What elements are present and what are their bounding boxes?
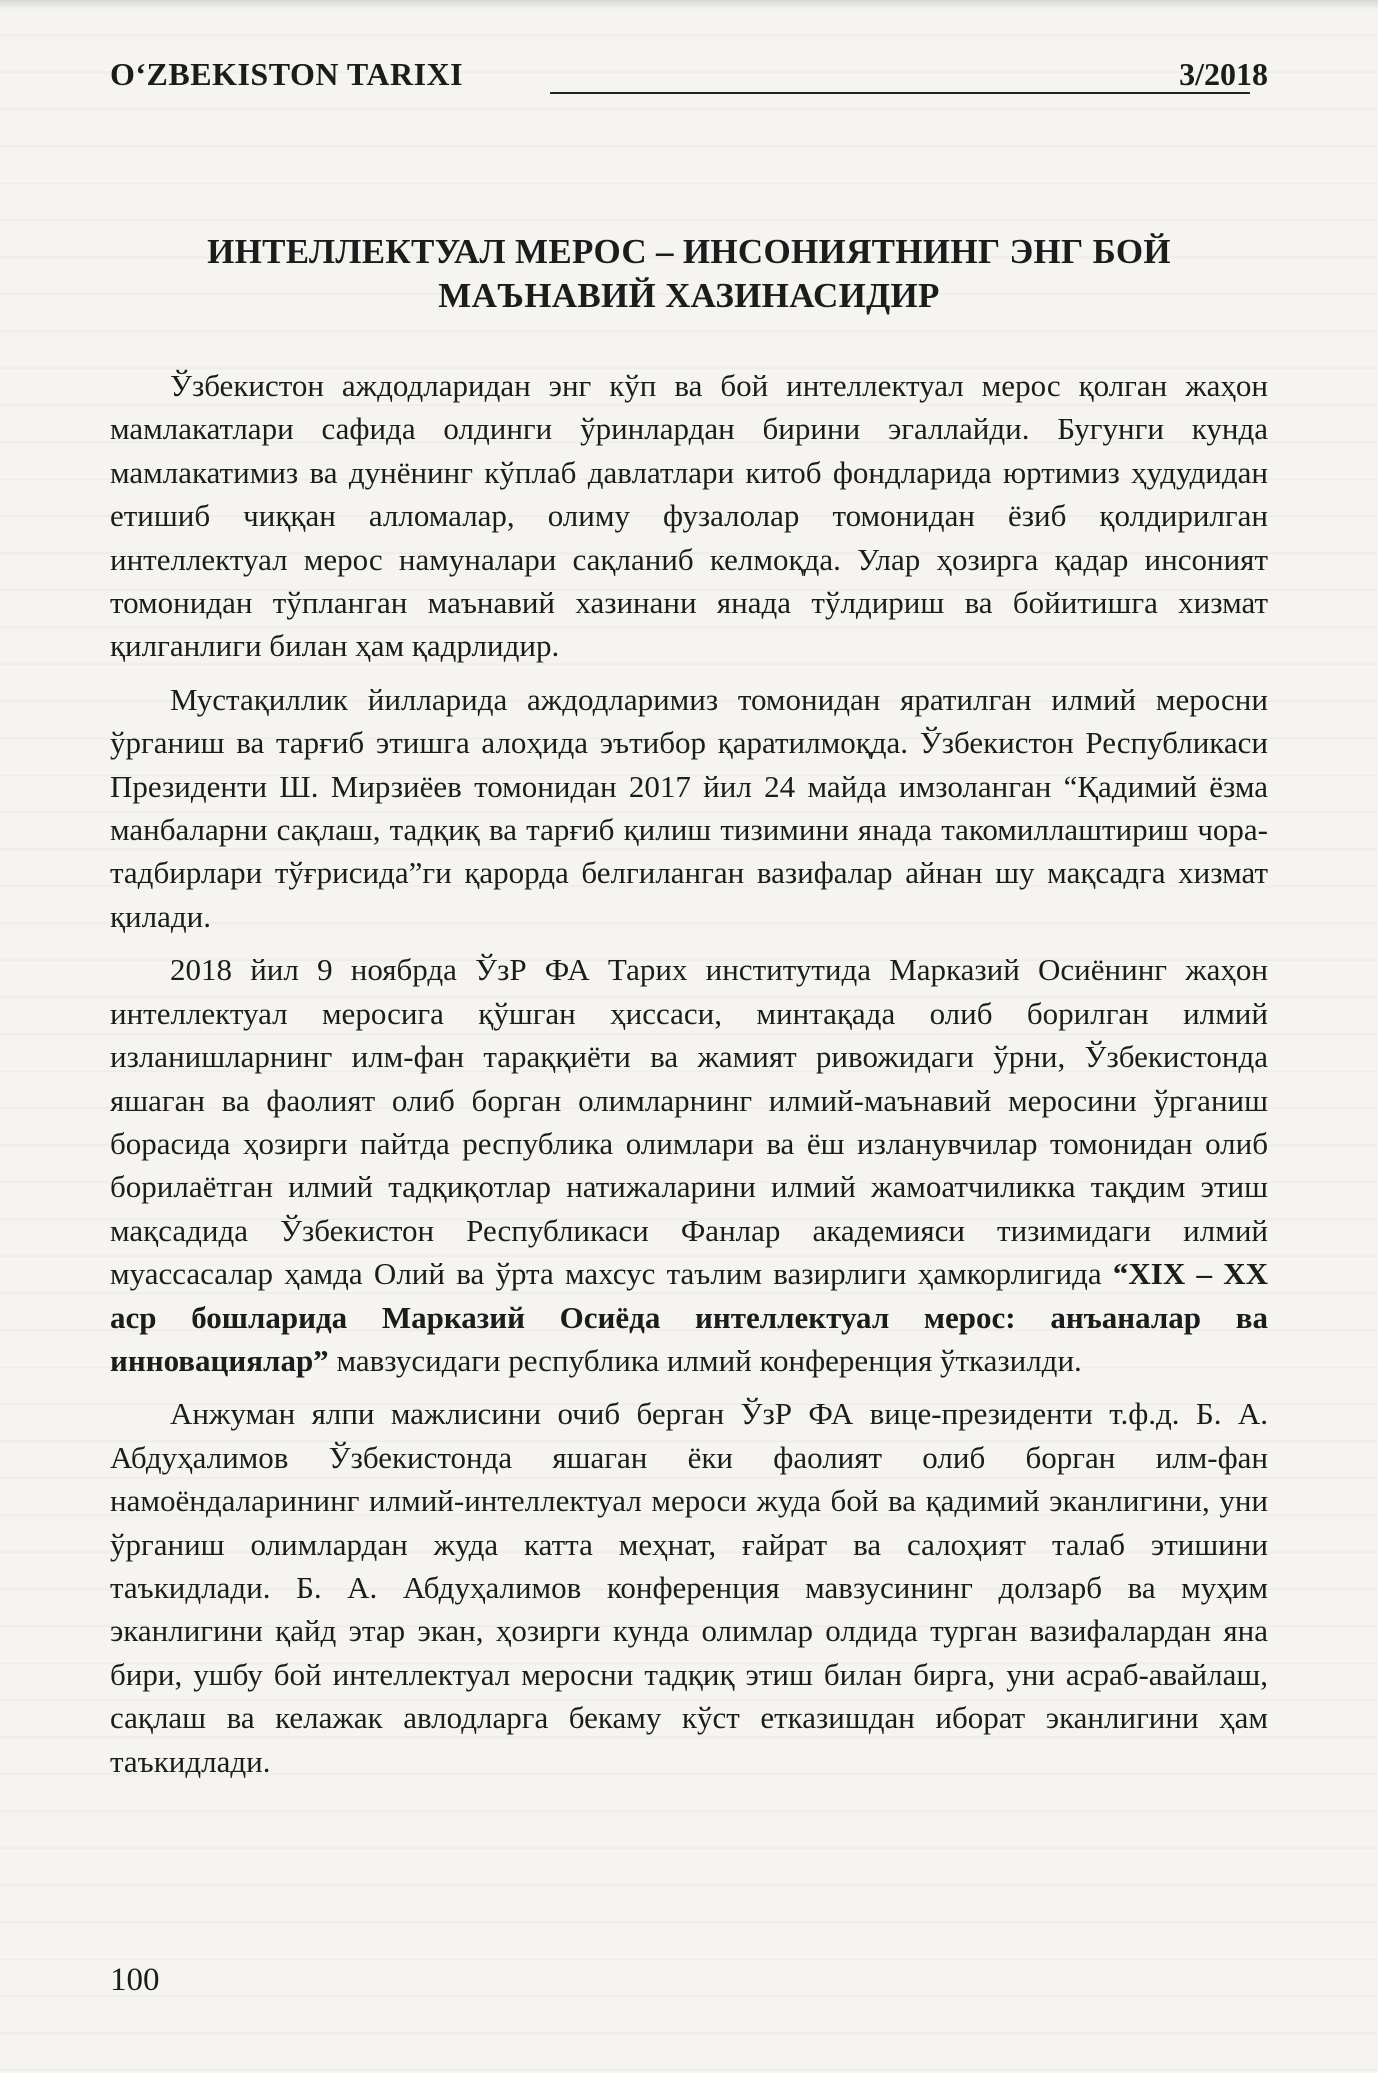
paragraph-2: Мустақиллик йилларида аждодларимиз томонидан яратилган илмий меросни ўрганиш ва тарғиб этишга алоҳида эътибор қаратилмоқда. Ўзбекистон Республикаси Президенти Ш. Мирзиёев томонидан 2017 йил 24 майда имзоланган “Қадимий ёзма манбаларни сақлаш, тадқиқ ва тарғиб қилиш тизимини янада такомиллаштириш чора-тадбирлари тўғрисида”ги қарорда белгиланган вазифалар айнан шу мақсадга хизмат қилади. [110, 681, 1268, 934]
article-title [110, 230, 1268, 318]
title-line-1: ИНТЕЛЛЕКТУАЛ МЕРОС – ИНСОНИЯТНИНГ ЭНГ БОЙ [207, 232, 1171, 271]
paragraph-1: Ўзбекистон аждодларидан энг кўп ва бой интеллектуал мерос қолган жаҳон мамлакатлари сафида олдинги ўринлардан бирини эгаллайди. Бугунги кунда мамлакатимиз ва дунёнинг кўплаб давлатлари китоб фондларида юртимиз ҳудудидан етишиб чиққан алломалар, олиму фузалолар томонидан ёзиб қолдирилган интеллектуал мерос намуналари сақланиб келмоқда. Улар ҳозирга қадар инсоният томонидан тўпланган маънавий хазинани янада тўлдириш ва бойитишга хизмат қилганлиги билан ҳам қадрлидир. [110, 368, 1268, 664]
issue-number: 3/2018 [1179, 56, 1268, 92]
paragraph-3-start: 2018 йил 9 ноябрда ЎзР ФА Тарих институтида Марказий Осиёнинг жаҳон интеллектуал меросига қўшган ҳиссаси, минтақада олиб борилган илмий изланишларнинг илм-фан тараққиёти ва жамият ривожидаги ўрни, Ўзбекистонда яшаган ва фаолият олиб борган олимларнинг илмий-маънавий меросини ўрганиш борасида ҳозирги пайтда республика олимлари ва ёш изланувчилар томонидан олиб борилаётган илмий тадқиқотлар натижаларини илмий жамоатчиликка тақдим этиш мақсадида Ўзбекистон Республикаси Фанлар академияси тизимидаги илмий муассасалар ҳамда Олий ва ўрта махсус таълим вазирлиги ҳамкорлигида [110, 952, 1268, 1292]
paragraph-3 [110, 948, 1268, 1382]
page-top-edge [0, 0, 1378, 10]
conference-title: “XIX – XX аср бошларида Марказий Осиёда интеллектуал мерос: анъаналар ва инновациялар” [110, 1256, 1268, 1378]
page-number: 100 [110, 1962, 160, 1998]
running-header [110, 50, 1268, 100]
paragraph-3-end: мавзусидаги республика илмий конференция ўтказилди. [328, 1342, 1082, 1378]
paragraph-4: Анжуман ялпи мажлисини очиб берган ЎзР ФА вице-президенти т.ф.д. Б. А. Абдуҳалимов Ўзбекистонда яшаган ёки фаолият олиб борган илм-фан намоёндаларининг илмий-интеллектуал мероси жуда бой ва қадимий эканлигини, уни ўрганиш олимлардан жуда катта меҳнат, ғайрат ва салоҳият талаб этишини таъкидлади. Б. А. Абдуҳалимов конференция мавзусининг долзарб ва муҳим эканлигини қайд этар экан, ҳозирги кунда олимлар олдида турган вазифалардан яна бири, ушбу бой интеллектуал меросни тадқиқ этиш билан бирга, уни асраб-авайлаш, сақлаш ва келажак авлодларга бекаму кўст етказишдан иборат эканлигини ҳам таъкидлади. [110, 1396, 1268, 1779]
title-line-2: МАЪНАВИЙ ХАЗИНАСИДИР [438, 276, 940, 315]
journal-name: O‘ZBEKISTON TARIXI [110, 56, 464, 92]
header-rule [550, 92, 1250, 94]
article-body [110, 364, 1268, 1783]
